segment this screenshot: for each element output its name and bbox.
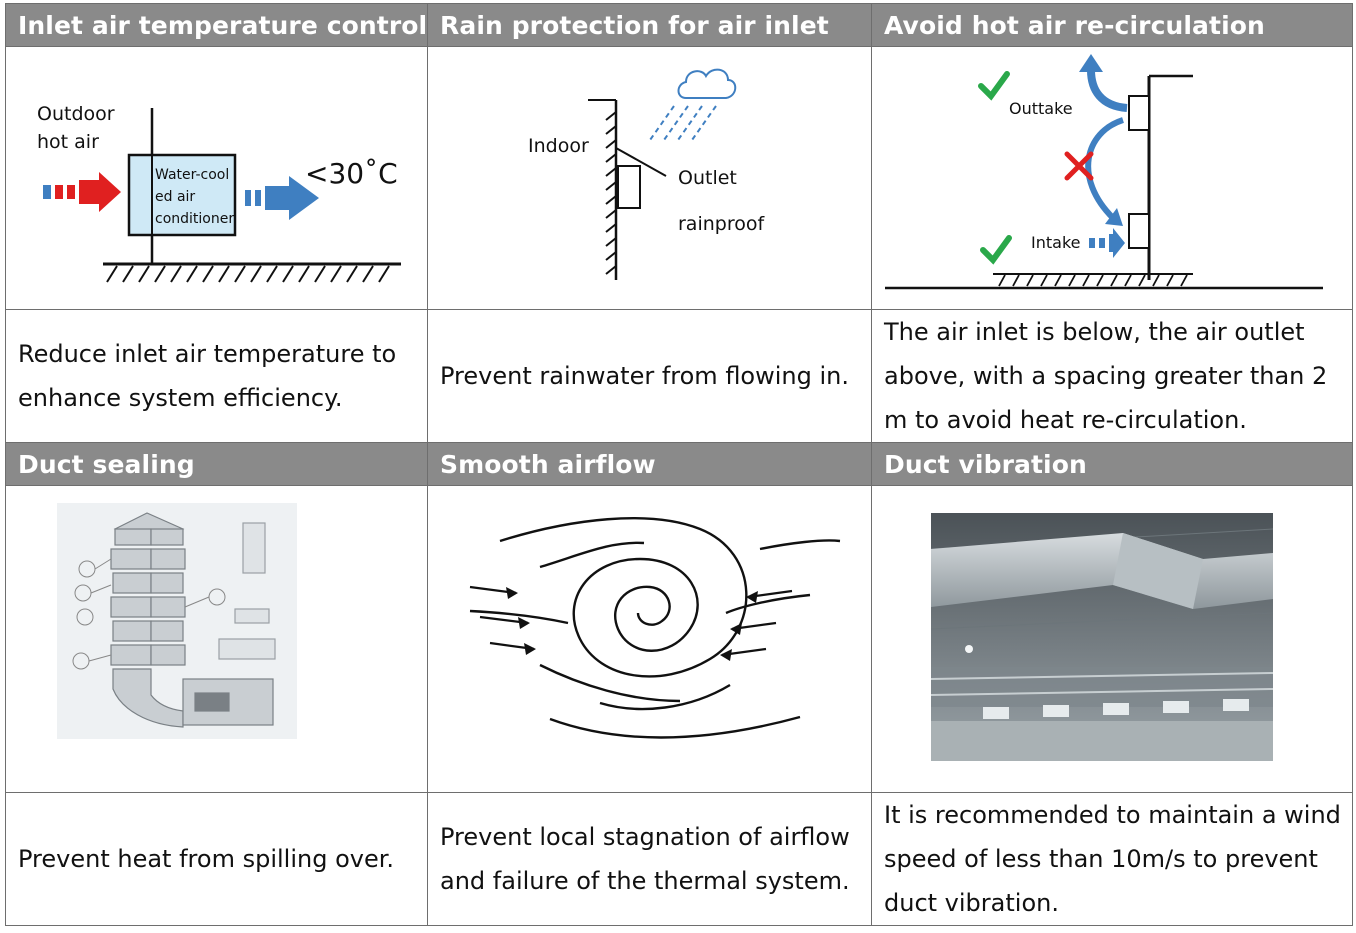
- recirculation-diagram: [873, 48, 1351, 308]
- description-row-2: [6, 793, 1353, 926]
- header-duct-sealing: Duct sealing: [18, 449, 195, 479]
- figure-row-1: [6, 47, 1353, 310]
- ground-hatch: [999, 275, 1187, 286]
- description-cell: [872, 310, 1353, 443]
- outlet-label: Outlet: [677, 167, 737, 189]
- rainproof-label: rainproof: [677, 213, 764, 235]
- intake-label: Intake: [1031, 233, 1081, 252]
- indoor-label: Indoor: [527, 135, 589, 157]
- figure-cell: [6, 47, 428, 310]
- description-duct-vibration: It is recommended to maintain a wind speed of less than 10m/s to prevent duct vibration.: [884, 801, 1341, 917]
- description-inlet-temperature: Reduce inlet air temperature to enhance system efficiency.: [18, 340, 397, 412]
- outtake-vent: [1129, 96, 1149, 130]
- figure-cell: [872, 47, 1353, 310]
- description-duct-sealing: Prevent heat from spilling over.: [18, 845, 395, 873]
- description-cell: [6, 793, 428, 926]
- intake-arrow-icon: [1089, 228, 1125, 258]
- header-cell: [872, 443, 1353, 486]
- figure-cell: [428, 486, 872, 793]
- figure-cell: [6, 486, 428, 793]
- outdoor-label-line2: hot air: [36, 131, 99, 153]
- header-smooth-airflow: Smooth airflow: [440, 449, 656, 479]
- header-cell: [872, 4, 1353, 47]
- check-intake-icon: [983, 238, 1009, 260]
- header-cell: [6, 443, 428, 486]
- description-cell: [428, 310, 872, 443]
- cloud-icon: [678, 70, 735, 98]
- figure-cell: [428, 47, 872, 310]
- header-inlet-air-temperature: Inlet air temperature control: [18, 10, 428, 40]
- flow-arrows: [506, 587, 758, 661]
- rain-protection-diagram: [430, 48, 870, 308]
- header-duct-vibration: Duct vibration: [884, 449, 1087, 479]
- unit-label-line2: ed air: [154, 189, 195, 205]
- ground-hatch: [103, 264, 401, 282]
- duct-sealing-illustration: [7, 489, 427, 789]
- figure-row-2: [6, 486, 1353, 793]
- description-cell: [428, 793, 872, 926]
- hot-air-arrow-icon: [43, 172, 121, 212]
- figure-cell: [872, 486, 1353, 793]
- header-avoid-recirculation: Avoid hot air re-circulation: [884, 10, 1265, 40]
- header-cell: [428, 4, 872, 47]
- features-table: [5, 3, 1353, 926]
- description-recirculation: The air inlet is below, the air outlet above, with a spacing greater than 2 m to avoid heat re-circulation.: [884, 318, 1328, 434]
- header-row-1: [6, 4, 1353, 47]
- description-rain-protection: Prevent rainwater from flowing in.: [440, 362, 849, 390]
- outdoor-label-line1: Outdoor: [36, 103, 115, 125]
- check-outtake-icon: [981, 74, 1007, 96]
- header-cell: [6, 4, 428, 47]
- outtake-label: Outtake: [1009, 99, 1073, 118]
- temperature-label: <30˚C: [304, 157, 398, 190]
- smooth-airflow-illustration: [430, 489, 870, 789]
- description-row-1: [6, 310, 1353, 443]
- duct-vibration-photo: [873, 489, 1351, 789]
- vortex-spiral: [470, 518, 840, 737]
- outtake-arrow-icon: [1091, 70, 1127, 108]
- description-cell: [6, 310, 428, 443]
- description-smooth-airflow: Prevent local stagnation of airflow and failure of the thermal system.: [440, 823, 850, 895]
- inlet-temperature-diagram: [7, 48, 427, 308]
- unit-label-line3: conditioner: [154, 211, 234, 227]
- header-cell: [428, 443, 872, 486]
- rainproof-outlet-box: [618, 166, 640, 208]
- description-cell: [872, 793, 1353, 926]
- intake-vent: [1129, 214, 1149, 248]
- wall-hatch: [606, 112, 616, 274]
- unit-label-line1: Water-cool: [154, 167, 229, 183]
- recirculation-arrow-icon: [1088, 120, 1123, 218]
- header-row-2: [6, 443, 1353, 486]
- header-rain-protection: Rain protection for air inlet: [440, 10, 829, 40]
- rain-icon: [650, 106, 716, 140]
